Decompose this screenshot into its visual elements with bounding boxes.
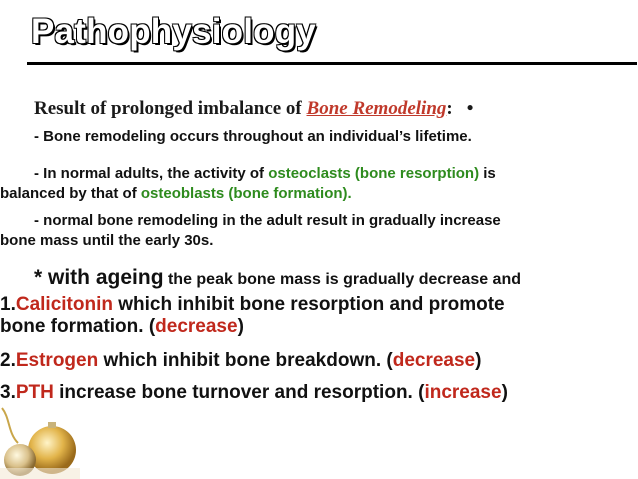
subtitle-bullet: • bbox=[466, 98, 474, 119]
paragraph-3 bbox=[0, 211, 501, 251]
item-1-text: which inhibit bone resorption and promote bbox=[112, 294, 505, 315]
slide-subtitle bbox=[34, 98, 473, 120]
item-2-name: Estrogen bbox=[15, 350, 99, 371]
subtitle-prefix: Result of prolonged imbalance of bbox=[34, 98, 307, 119]
item-calcitonin bbox=[0, 294, 505, 338]
ageing-tail: the peak bone mass is gradually decrease and bbox=[163, 271, 521, 288]
ageing-statement bbox=[34, 266, 521, 290]
item-1-line-2b: ) bbox=[237, 316, 244, 337]
item-1-status: decrease bbox=[155, 316, 238, 337]
paragraph-2 bbox=[0, 164, 496, 204]
paragraph-1 bbox=[34, 127, 472, 147]
paragraph-1-text: - Bone remodeling occurs throughout an individual’s lifetime. bbox=[34, 128, 472, 145]
item-3-text: increase bone turnover and resorption. ( bbox=[53, 382, 425, 403]
ageing-head: with ageing bbox=[48, 266, 164, 289]
paragraph-2-text-c: is bbox=[479, 165, 496, 182]
osteoblasts-term: osteoblasts (bone formation). bbox=[140, 185, 352, 202]
title-divider bbox=[27, 62, 637, 65]
item-2-number: 2. bbox=[0, 350, 16, 371]
item-3-status: increase bbox=[424, 382, 502, 403]
item-2-status: decrease bbox=[392, 350, 476, 371]
item-1-name: Calicitonin bbox=[15, 294, 113, 315]
item-1-line-2a: bone formation. ( bbox=[0, 316, 156, 337]
paragraph-2-text-a: - In normal adults, the activity of bbox=[34, 165, 269, 182]
slide-title: Pathophysiology bbox=[31, 12, 316, 51]
item-estrogen bbox=[0, 350, 481, 372]
ageing-star: * bbox=[34, 266, 49, 289]
subtitle-highlight: Bone Remodeling bbox=[306, 98, 447, 119]
item-3-name: PTH bbox=[15, 382, 54, 403]
item-3-number: 3. bbox=[0, 382, 16, 403]
paragraph-3-line-1: - normal bone remodeling in the adult result in gradually increase bbox=[34, 212, 501, 229]
christmas-ornament-icon bbox=[0, 398, 80, 479]
item-3-end: ) bbox=[501, 382, 508, 403]
paragraph-2-text-d: balanced by that of bbox=[0, 185, 141, 202]
item-2-end: ) bbox=[475, 350, 482, 371]
paragraph-3-line-2: bone mass until the early 30s. bbox=[0, 232, 214, 249]
item-1-number: 1. bbox=[0, 294, 16, 315]
item-2-text: which inhibit bone breakdown. ( bbox=[98, 350, 393, 371]
subtitle-suffix: : bbox=[446, 98, 453, 119]
osteoclasts-term: osteoclasts (bone resorption) bbox=[268, 165, 480, 182]
